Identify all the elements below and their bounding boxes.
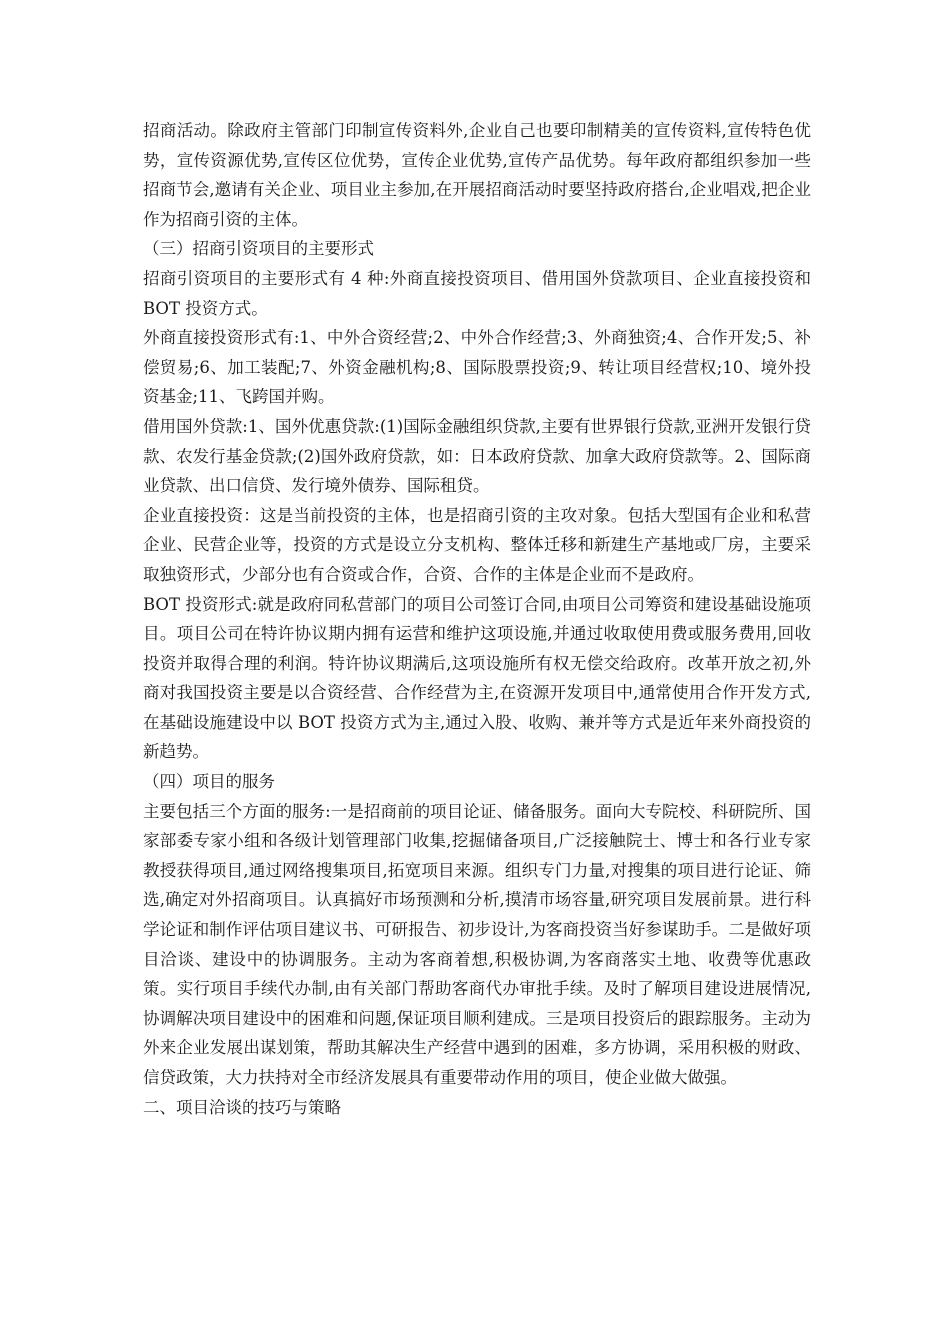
paragraph-enterprise-investment: 企业直接投资：这是当前投资的主体，也是招商引资的主攻对象。包括大型国有企业和私营企业、民营企业等，投资的方式是设立分支机构、整体迁移和新建生产基地或厂房，主要采取独资形式，少部分也有合资或合作，合资、合作的主体是企业而不是政府。 bbox=[143, 505, 811, 584]
paragraph-foreign-direct-investment: 外商直接投资形式有:1、中外合资经营;2、中外合作经营;3、外商独资;4、合作开发;5、补偿贸易;6、加工装配;7、外资金融机构;8、国际股票投资;9、转让项目经营权;10、境外投资基金;11、飞跨国并购。 bbox=[143, 328, 811, 407]
paragraph-main-forms: 招商引资项目的主要形式有 4 种:外商直接投资项目、借用国外贷款项目、企业直接投资和 BOT 投资方式。 bbox=[143, 268, 811, 318]
paragraph-three-services: 主要包括三个方面的服务:一是招商前的项目论证、储备服务。面向大专院校、科研院所、国家部委专家小组和各级计划管理部门收集,挖掘储备项目,广泛接触院士、博士和各行业专家教授获得项目,通过网络搜集项目,拓宽项目来源。组织专门力量,对搜集的项目进行论证、筛选,确定对外招商项目。认真搞好市场预测和分析,摸清市场容量,研究项目发展前景。进行科学论证和制作评估项目建议书、可研报告、初步设计,为客商投资当好参谋助手。二是做好项目洽谈、建设中的协调服务。主动为客商着想,积极协调,为客商落实土地、收费等优惠政策。实行项目手续代办制,由有关部门帮助客商代办审批手续。及时了解项目建设进展情况,协调解决项目建设中的困难和问题,保证项目顺利建成。三是项目投资后的跟踪服务。主动为外来企业发展出谋划策，帮助其解决生产经营中遇到的困难，多方协调，采用积极的财政、信贷政策，大力扶持对全市经济发展具有重要带动作用的项目，使企业做大做强。 bbox=[143, 801, 811, 1087]
paragraph-bot-investment: BOT 投资形式:就是政府同私营部门的项目公司签订合同,由项目公司筹资和建设基础设施项目。项目公司在特许协议期内拥有运营和维护这项设施,并通过收取使用费或服务费用,回收投资并取得合理的利润。特许协议期满后,这项设施所有权无偿交给政府。改革开放之初,外商对我国投资主要是以合资经营、合作经营为主,在资源开发项目中,通常使用合作开发方式,在基础设施建设中以 BOT 投资方式为主,通过入股、收购、兼并等方式是近年来外商投资的新趋势。 bbox=[143, 594, 811, 762]
section-heading-project-services: （四）项目的服务 bbox=[143, 772, 275, 792]
section-heading-negotiation-skills: 二、项目洽谈的技巧与策略 bbox=[143, 1097, 341, 1117]
paragraph-promotion-activities: 招商活动。除政府主管部门印制宣传资料外,企业自己也要印制精美的宣传资料,宣传特色优势，宣传资源优势,宣传区位优势，宣传企业优势,宣传产品优势。每年政府都组织参加一些招商节会,邀请有关企业、项目业主参加,在开展招商活动时要坚持政府搭台,企业唱戏,把企业作为招商引资的主体。 bbox=[143, 121, 811, 229]
section-heading-investment-forms: （三）招商引资项目的主要形式 bbox=[143, 239, 374, 259]
paragraph-foreign-loans: 借用国外贷款:1、国外优惠贷款:(1)国际金融组织贷款,主要有世界银行贷款,亚洲开发银行贷款、农发行基金贷款;(2)国外政府贷款，如：日本政府贷款、加拿大政府贷款等。2、国际商业贷款、出口信贷、发行境外债券、国际租贷。 bbox=[143, 416, 811, 496]
document-page bbox=[143, 116, 811, 1122]
